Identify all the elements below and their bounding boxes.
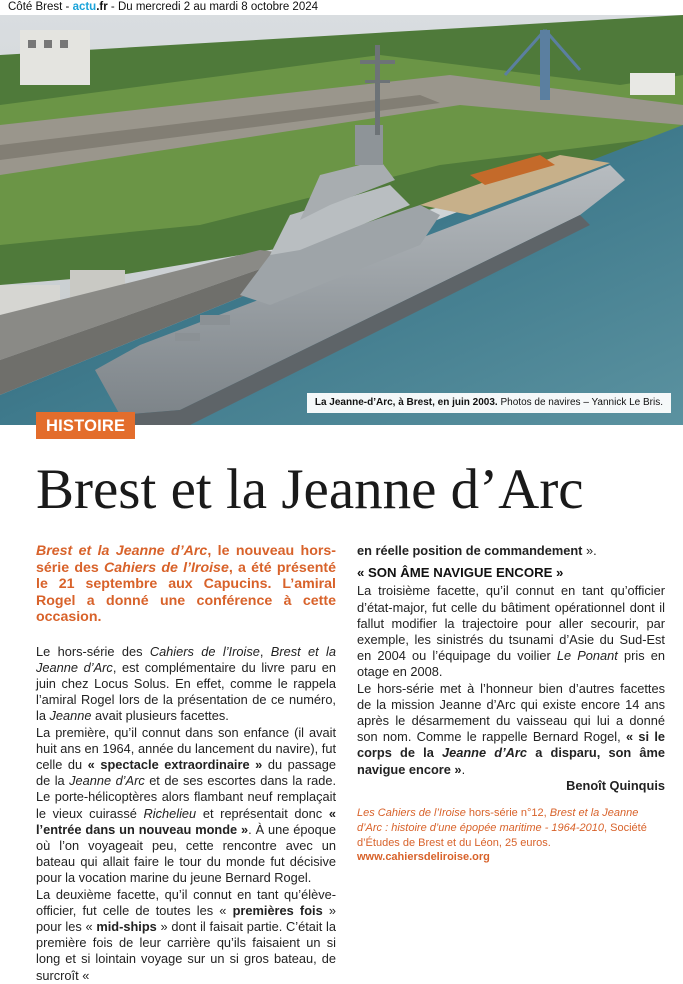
paragraph-3-continued — [357, 543, 665, 559]
paragraph-4 — [357, 583, 665, 680]
issue-dates: - Du mercredi 2 au mardi 8 octobre 2024 — [107, 1, 319, 13]
author-signature: Benoît Quinquis — [566, 777, 665, 793]
p2-text: et représentait donc — [196, 805, 329, 821]
lead-text: , le nouveau hors-série des — [36, 543, 336, 576]
p5-quote: « si le corps de la — [357, 729, 666, 761]
caption-credit: Photos de navires – Yannick Le Bris. — [497, 397, 663, 408]
photo-caption — [307, 393, 671, 413]
p2-italic: Richelieu — [143, 805, 197, 821]
p1-italic: Cahiers de l’Iroise — [149, 643, 260, 659]
p3-bold: mid-ships — [96, 918, 157, 934]
p2-text: . À une époque où l’on voyageait peu, cette rencontre avec un bateau qui allait faire le tour du monde fut décisive pour la vocation marine du jeune Bernard Rogel. — [36, 821, 336, 886]
brand-name: actu — [72, 1, 97, 13]
p1-text: avait plusieurs facettes. — [91, 708, 229, 724]
p4-italic: Le Ponant — [556, 648, 618, 664]
p2-text: et de ses escortes dans la rade. Le porte-hélicoptères alors flambant neuf remplaçait le vieux cuirassé — [36, 773, 337, 821]
page-header — [0, 0, 683, 15]
book-info-note — [357, 806, 665, 865]
article-title: Brest et la Jeanne d’Arc — [36, 458, 584, 521]
p2-text: du passage de la — [36, 756, 336, 789]
p2-text: La première, qu’il connut dans son enfance (il avait huit ans en 1964, année du lancement du navire), fut celle du — [36, 724, 336, 772]
paragraph-1 — [36, 644, 336, 725]
lead-series-title: Cahiers de l’Iroise — [104, 559, 229, 576]
article-lead — [36, 543, 336, 626]
p1-text: , — [259, 643, 271, 659]
edition-label: Côté Brest - — [8, 1, 73, 13]
p5-text: Le hors-série met à l’honneur bien d’autres facettes de la mission Jeanne d’Arc qui existe encore 14 ans après le désarmement du vaisseau qui lui a donné son nom. Comme le rappelle Bernard Rogel, — [357, 680, 665, 745]
caption-title: La Jeanne-d’Arc, à Brest, en juin 2003. — [314, 397, 498, 408]
p5-text: . — [461, 761, 466, 777]
note-text: , Société d’Études de Brest et du Léon, 25 euros. — [357, 821, 647, 849]
paragraph-5 — [357, 681, 665, 778]
p3-text: ». — [582, 543, 597, 558]
ship-photo-illustration — [0, 15, 683, 425]
subheading: « SON ÂME NAVIGUE ENCORE » — [357, 565, 564, 581]
p2-italic: Jeanne d’Arc — [69, 773, 145, 789]
p4-text: pris en otage en 2008. — [357, 648, 665, 680]
article-photo — [0, 15, 683, 425]
p3-quote: en réelle position de commandement — [357, 543, 583, 558]
p5-quote: a disparu, son âme navigue encore » — [357, 745, 666, 777]
p1-italic: Jeanne — [49, 708, 92, 724]
brand-logo[interactable] — [73, 1, 108, 13]
p5-quote-italic: Jeanne d’Arc — [442, 745, 528, 761]
p2-quote: « spectacle extraordinaire » — [87, 756, 263, 772]
note-italic: Les Cahiers de l’Iroise — [357, 807, 466, 820]
p1-italic: Brest et la Jeanne d’Arc — [36, 643, 336, 675]
lead-text-end: , a été présenté le 21 septembre aux Capucins. L’amiral Rogel a donné une conférence à cette occasion. — [36, 559, 336, 625]
p1-text: , est complémentaire du livre paru en juin chez Locus Solus. En effet, comme le rappela l’amiral Rogel lors de la présentation de ce numéro, la — [36, 659, 336, 724]
right-column — [357, 543, 665, 865]
p1-text: Le hors-série des — [36, 643, 150, 659]
brand-tld: .fr — [96, 1, 108, 13]
p3-text: » dont il faisait partie. C’était la première fois de leur carrière qu’ils faisaient un si long et si lointain voyage sur un si gros bateau, de surcroît « — [36, 918, 337, 983]
lead-book-title: Brest et la Jeanne d’Arc — [36, 543, 208, 559]
note-text: hors-série n°12, — [465, 807, 550, 820]
website-link[interactable]: www.cahiersdeliroise.org — [357, 851, 490, 864]
section-tag: HISTOIRE — [36, 412, 135, 439]
paragraph-3 — [36, 887, 336, 984]
p2-quote: « l’entrée dans un nouveau monde » — [36, 805, 336, 837]
note-italic: Brest et la Jeanne d’Arc : histoire d’une épopée maritime - 1964-2010 — [357, 807, 639, 834]
p3-bold: premières fois — [232, 902, 323, 918]
left-column — [36, 543, 336, 984]
p3-text: » pour les « — [36, 902, 336, 934]
p4-text: La troisième facette, qu’il connut en tant qu’officier d’état-major, fut celle du bâtiment opérationnel dont il fallut modifier la trajectoire pour aller secourir, par exemple, les sinistrés du tsunami d’Asie du Sud-Est en 2004 ou l’équipage du voilier — [357, 583, 665, 664]
paragraph-2 — [36, 725, 336, 887]
p3-text: La deuxième facette, qu’il connut en tant qu’élève-officier, fut celle de toutes les « — [36, 886, 336, 918]
